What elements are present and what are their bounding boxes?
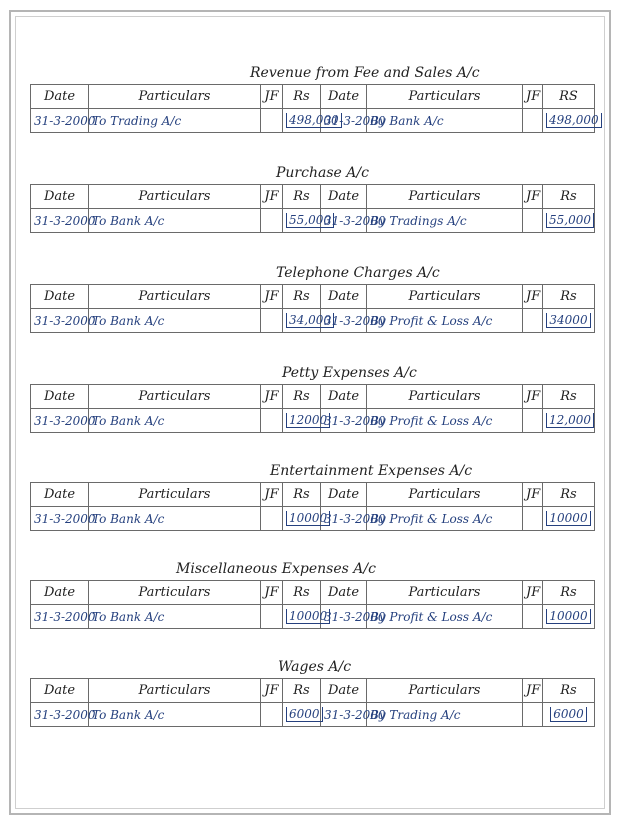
credit-entry-amount — [543, 309, 595, 333]
column-header-jf: JF — [261, 679, 283, 703]
debit-entry-jf — [261, 409, 283, 433]
ledger-entry-row — [31, 605, 595, 629]
credit-entry-particulars: By Profit & Loss A/c — [367, 309, 523, 333]
column-header-date2: Date — [321, 581, 367, 605]
credit-entry-date: 31-3-2000 — [321, 605, 367, 629]
ledger-header-row — [31, 581, 595, 605]
column-header-particulars2: Particulars — [367, 483, 523, 507]
account-title: Petty Expenses A/c — [282, 365, 417, 381]
debit-entry-particulars: To Bank A/c — [89, 209, 261, 233]
credit-entry-date: 31-3-2000 — [321, 507, 367, 531]
ledger-table — [30, 482, 595, 531]
amount-value: 12000 — [286, 413, 330, 428]
column-header-particulars: Particulars — [89, 85, 261, 109]
debit-entry-amount — [283, 409, 328, 433]
column-header-rs: Rs — [283, 185, 321, 209]
debit-entry-jf — [261, 703, 283, 727]
amount-value: 10000 — [546, 511, 590, 526]
debit-entry-date: 31-3-2000 — [31, 309, 89, 333]
column-header-particulars: Particulars — [89, 385, 261, 409]
ledger-entry-row — [31, 409, 595, 433]
column-header-jf: JF — [261, 581, 283, 605]
column-header-jf: JF — [261, 385, 283, 409]
debit-entry-jf — [261, 209, 283, 233]
ledger-entry-row — [31, 309, 595, 333]
credit-entry-amount — [543, 409, 595, 433]
credit-entry-particulars: By Profit & Loss A/c — [367, 409, 523, 433]
credit-entry-jf — [523, 703, 543, 727]
column-header-particulars2: Particulars — [367, 581, 523, 605]
ledger-table — [30, 184, 595, 233]
debit-entry-amount — [283, 209, 331, 233]
debit-entry-particulars: To Bank A/c — [89, 703, 261, 727]
credit-entry-amount — [543, 605, 595, 629]
credit-entry-amount — [543, 109, 599, 133]
ledger-header-row — [31, 385, 595, 409]
column-header-rs: Rs — [283, 581, 321, 605]
column-header-jf: JF — [261, 185, 283, 209]
credit-entry-jf — [523, 409, 543, 433]
column-header-rs: Rs — [283, 85, 321, 109]
debit-entry-date: 31-3-2000 — [31, 109, 89, 133]
ledger-table — [30, 384, 595, 433]
account-title: Revenue from Fee and Sales A/c — [250, 65, 480, 81]
debit-entry-particulars: To Bank A/c — [89, 309, 261, 333]
debit-entry-date: 31-3-2000 — [31, 605, 89, 629]
column-header-particulars2: Particulars — [367, 285, 523, 309]
column-header-jf2: JF — [523, 185, 543, 209]
debit-entry-amount — [283, 703, 321, 727]
amount-value: 6000 — [550, 707, 587, 722]
credit-entry-jf — [523, 109, 543, 133]
ledger-header-row — [31, 185, 595, 209]
debit-entry-jf — [261, 109, 283, 133]
credit-entry-amount — [543, 703, 595, 727]
ledger-entry-row — [31, 109, 595, 133]
credit-entry-date: 31-3-2000 — [321, 703, 367, 727]
column-header-rs: Rs — [283, 483, 321, 507]
column-header-jf: JF — [261, 285, 283, 309]
debit-entry-jf — [261, 507, 283, 531]
column-header-date2: Date — [321, 185, 367, 209]
amount-value: 55,000 — [286, 213, 334, 228]
column-header-date2: Date — [321, 385, 367, 409]
column-header-particulars: Particulars — [89, 185, 261, 209]
credit-entry-jf — [523, 507, 543, 531]
debit-entry-particulars: To Bank A/c — [89, 409, 261, 433]
ledger-header-row — [31, 85, 595, 109]
column-header-rs2: Rs — [543, 483, 595, 507]
column-header-particulars2: Particulars — [367, 185, 523, 209]
column-header-jf2: JF — [523, 679, 543, 703]
ledger-table — [30, 580, 595, 629]
debit-entry-jf — [261, 605, 283, 629]
debit-entry-date: 31-3-2000 — [31, 409, 89, 433]
ledger-table — [30, 678, 595, 727]
column-header-jf: JF — [261, 85, 283, 109]
amount-value: 34,000 — [286, 313, 334, 328]
column-header-jf2: JF — [523, 285, 543, 309]
debit-entry-date: 31-3-2000 — [31, 209, 89, 233]
amount-value: 10000 — [286, 609, 330, 624]
column-header-rs: Rs — [283, 285, 321, 309]
column-header-rs2: Rs — [543, 185, 595, 209]
account-title: Entertainment Expenses A/c — [270, 463, 473, 479]
credit-entry-date: 31-3-2000 — [321, 409, 367, 433]
column-header-rs2: Rs — [543, 385, 595, 409]
debit-entry-amount — [283, 507, 328, 531]
column-header-particulars2: Particulars — [367, 385, 523, 409]
credit-entry-jf — [523, 309, 543, 333]
amount-value: 34000 — [546, 313, 590, 328]
column-header-rs: Rs — [283, 385, 321, 409]
column-header-date: Date — [31, 185, 89, 209]
account-title: Miscellaneous Expenses A/c — [176, 561, 376, 577]
ledger-entry-row — [31, 507, 595, 531]
column-header-particulars: Particulars — [89, 679, 261, 703]
debit-entry-jf — [261, 309, 283, 333]
column-header-particulars2: Particulars — [367, 85, 523, 109]
column-header-particulars: Particulars — [89, 483, 261, 507]
ledger-entry-row — [31, 209, 595, 233]
column-header-jf2: JF — [523, 85, 543, 109]
account-title: Purchase A/c — [276, 165, 369, 181]
credit-entry-date: 31-3-2000 — [321, 109, 367, 133]
ledger-header-row — [31, 679, 595, 703]
column-header-rs2: Rs — [543, 285, 595, 309]
column-header-rs2: Rs — [543, 581, 595, 605]
amount-value: 10000 — [546, 609, 590, 624]
credit-entry-date: 31-3-2000 — [321, 309, 367, 333]
column-header-jf2: JF — [523, 483, 543, 507]
amount-value: 55,000 — [546, 213, 594, 228]
ledger-header-row — [31, 483, 595, 507]
column-header-particulars2: Particulars — [367, 679, 523, 703]
amount-value: 6000 — [286, 707, 323, 722]
credit-entry-amount — [543, 507, 595, 531]
account-title: Telephone Charges A/c — [276, 265, 440, 281]
column-header-date: Date — [31, 483, 89, 507]
amount-value: 498,000 — [546, 113, 602, 128]
ledger-table — [30, 284, 595, 333]
debit-entry-particulars: To Bank A/c — [89, 507, 261, 531]
column-header-date: Date — [31, 85, 89, 109]
credit-entry-amount — [543, 209, 595, 233]
credit-entry-date: 31-3-2000 — [321, 209, 367, 233]
column-header-rs2: Rs — [543, 679, 595, 703]
ledger-table — [30, 84, 599, 133]
column-header-particulars: Particulars — [89, 581, 261, 605]
credit-entry-jf — [523, 605, 543, 629]
column-header-date: Date — [31, 285, 89, 309]
amount-value: 12,000 — [546, 413, 594, 428]
debit-entry-date: 31-3-2000 — [31, 507, 89, 531]
debit-entry-particulars: To Trading A/c — [89, 109, 261, 133]
column-header-particulars: Particulars — [89, 285, 261, 309]
column-header-rs: Rs — [283, 679, 321, 703]
ledger-entry-row — [31, 703, 595, 727]
column-header-date: Date — [31, 581, 89, 605]
column-header-date2: Date — [321, 679, 367, 703]
credit-entry-particulars: By Profit & Loss A/c — [367, 605, 523, 629]
debit-entry-date: 31-3-2000 — [31, 703, 89, 727]
account-title: Wages A/c — [278, 659, 352, 675]
credit-entry-particulars: By Profit & Loss A/c — [367, 507, 523, 531]
column-header-date: Date — [31, 385, 89, 409]
column-header-jf2: JF — [523, 581, 543, 605]
credit-entry-particulars: By Trading A/c — [367, 703, 523, 727]
column-header-date: Date — [31, 679, 89, 703]
amount-value: 10000 — [286, 511, 330, 526]
amount-value: 498,000 — [286, 113, 342, 128]
debit-entry-amount — [283, 109, 339, 133]
debit-entry-particulars: To Bank A/c — [89, 605, 261, 629]
column-header-jf2: JF — [523, 385, 543, 409]
debit-entry-amount — [283, 605, 328, 629]
credit-entry-jf — [523, 209, 543, 233]
debit-entry-amount — [283, 309, 331, 333]
column-header-date2: Date — [321, 85, 367, 109]
column-header-date2: Date — [321, 483, 367, 507]
credit-entry-particulars: By Bank A/c — [367, 109, 523, 133]
column-header-jf: JF — [261, 483, 283, 507]
ledger-header-row — [31, 285, 595, 309]
column-header-date2: Date — [321, 285, 367, 309]
credit-entry-particulars: By Tradings A/c — [367, 209, 523, 233]
column-header-rs2: RS — [543, 85, 595, 109]
